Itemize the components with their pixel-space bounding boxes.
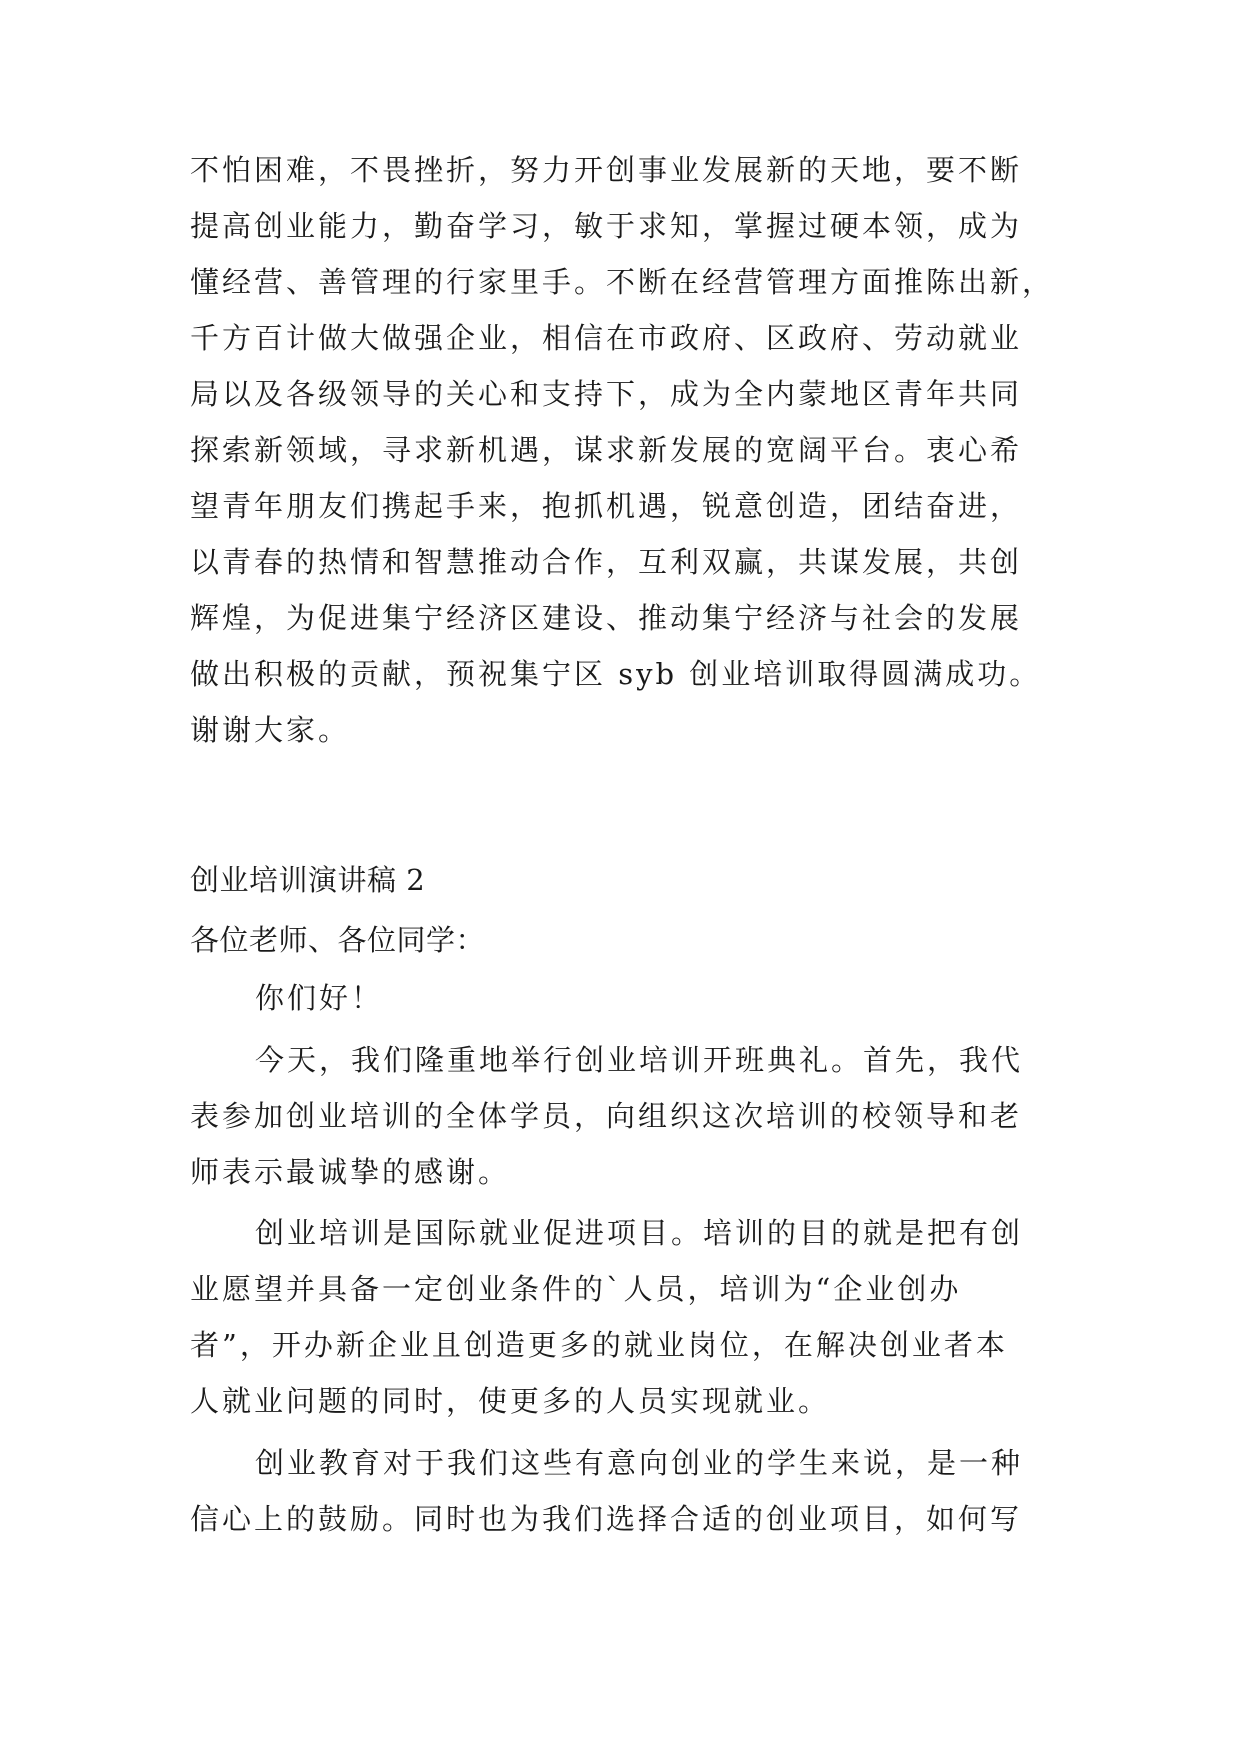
text-line: 望青年朋友们携起手来，抱抓机遇，锐意创造，团结奋进，	[190, 489, 1023, 523]
text-line: 探索新领域，寻求新机遇，谋求新发展的宽阔平台。衷心希	[190, 433, 1023, 467]
text-line: 师表示最诚挚的感谢。	[190, 1155, 511, 1189]
text-line: 做出积极的贡献，预祝集宁区 syb 创业培训取得圆满成功。	[190, 657, 1042, 691]
text-line: 业愿望并具备一定创业条件的`人员，培训为“企业创办	[190, 1272, 962, 1306]
text-line: 创业教育对于我们这些有意向创业的学生来说，是一种	[255, 1446, 1024, 1480]
salutation: 各位老师、各位同学：	[190, 923, 486, 957]
text-line: 信心上的鼓励。同时也为我们选择合适的创业项目，如何写	[190, 1502, 1023, 1536]
text-line: 谢谢大家。	[190, 713, 351, 747]
text-line: 辉煌，为促进集宁经济区建设、推动集宁经济与社会的发展	[190, 601, 1023, 635]
text-line: 局以及各级领导的关心和支持下，成为全内蒙地区青年共同	[190, 377, 1023, 411]
text-line: 表参加创业培训的全体学员，向组织这次培训的校领导和老	[190, 1099, 1023, 1133]
text-line: 懂经营、善管理的行家里手。不断在经营管理方面推陈出新，	[190, 265, 1055, 299]
text-line: 者”，开办新企业且创造更多的就业岗位，在解决创业者本	[190, 1328, 1008, 1362]
text-line: 以青春的热情和智慧推动合作，互利双赢，共谋发展，共创	[190, 545, 1023, 579]
text-line: 今天，我们隆重地举行创业培训开班典礼。首先，我代	[255, 1043, 1024, 1077]
text-line: 人就业问题的同时，使更多的人员实现就业。	[190, 1384, 831, 1418]
text-line: 千方百计做大做强企业，相信在市政府、区政府、劳动就业	[190, 321, 1023, 355]
section-title: 创业培训演讲稿 2	[190, 863, 426, 897]
greeting: 你们好！	[255, 981, 384, 1015]
text-line: 不怕困难，不畏挫折，努力开创事业发展新的天地，要不断	[190, 153, 1023, 187]
text-line: 创业培训是国际就业促进项目。培训的目的就是把有创	[255, 1216, 1024, 1250]
text-line: 提高创业能力，勤奋学习，敏于求知，掌握过硬本领，成为	[190, 209, 1023, 243]
